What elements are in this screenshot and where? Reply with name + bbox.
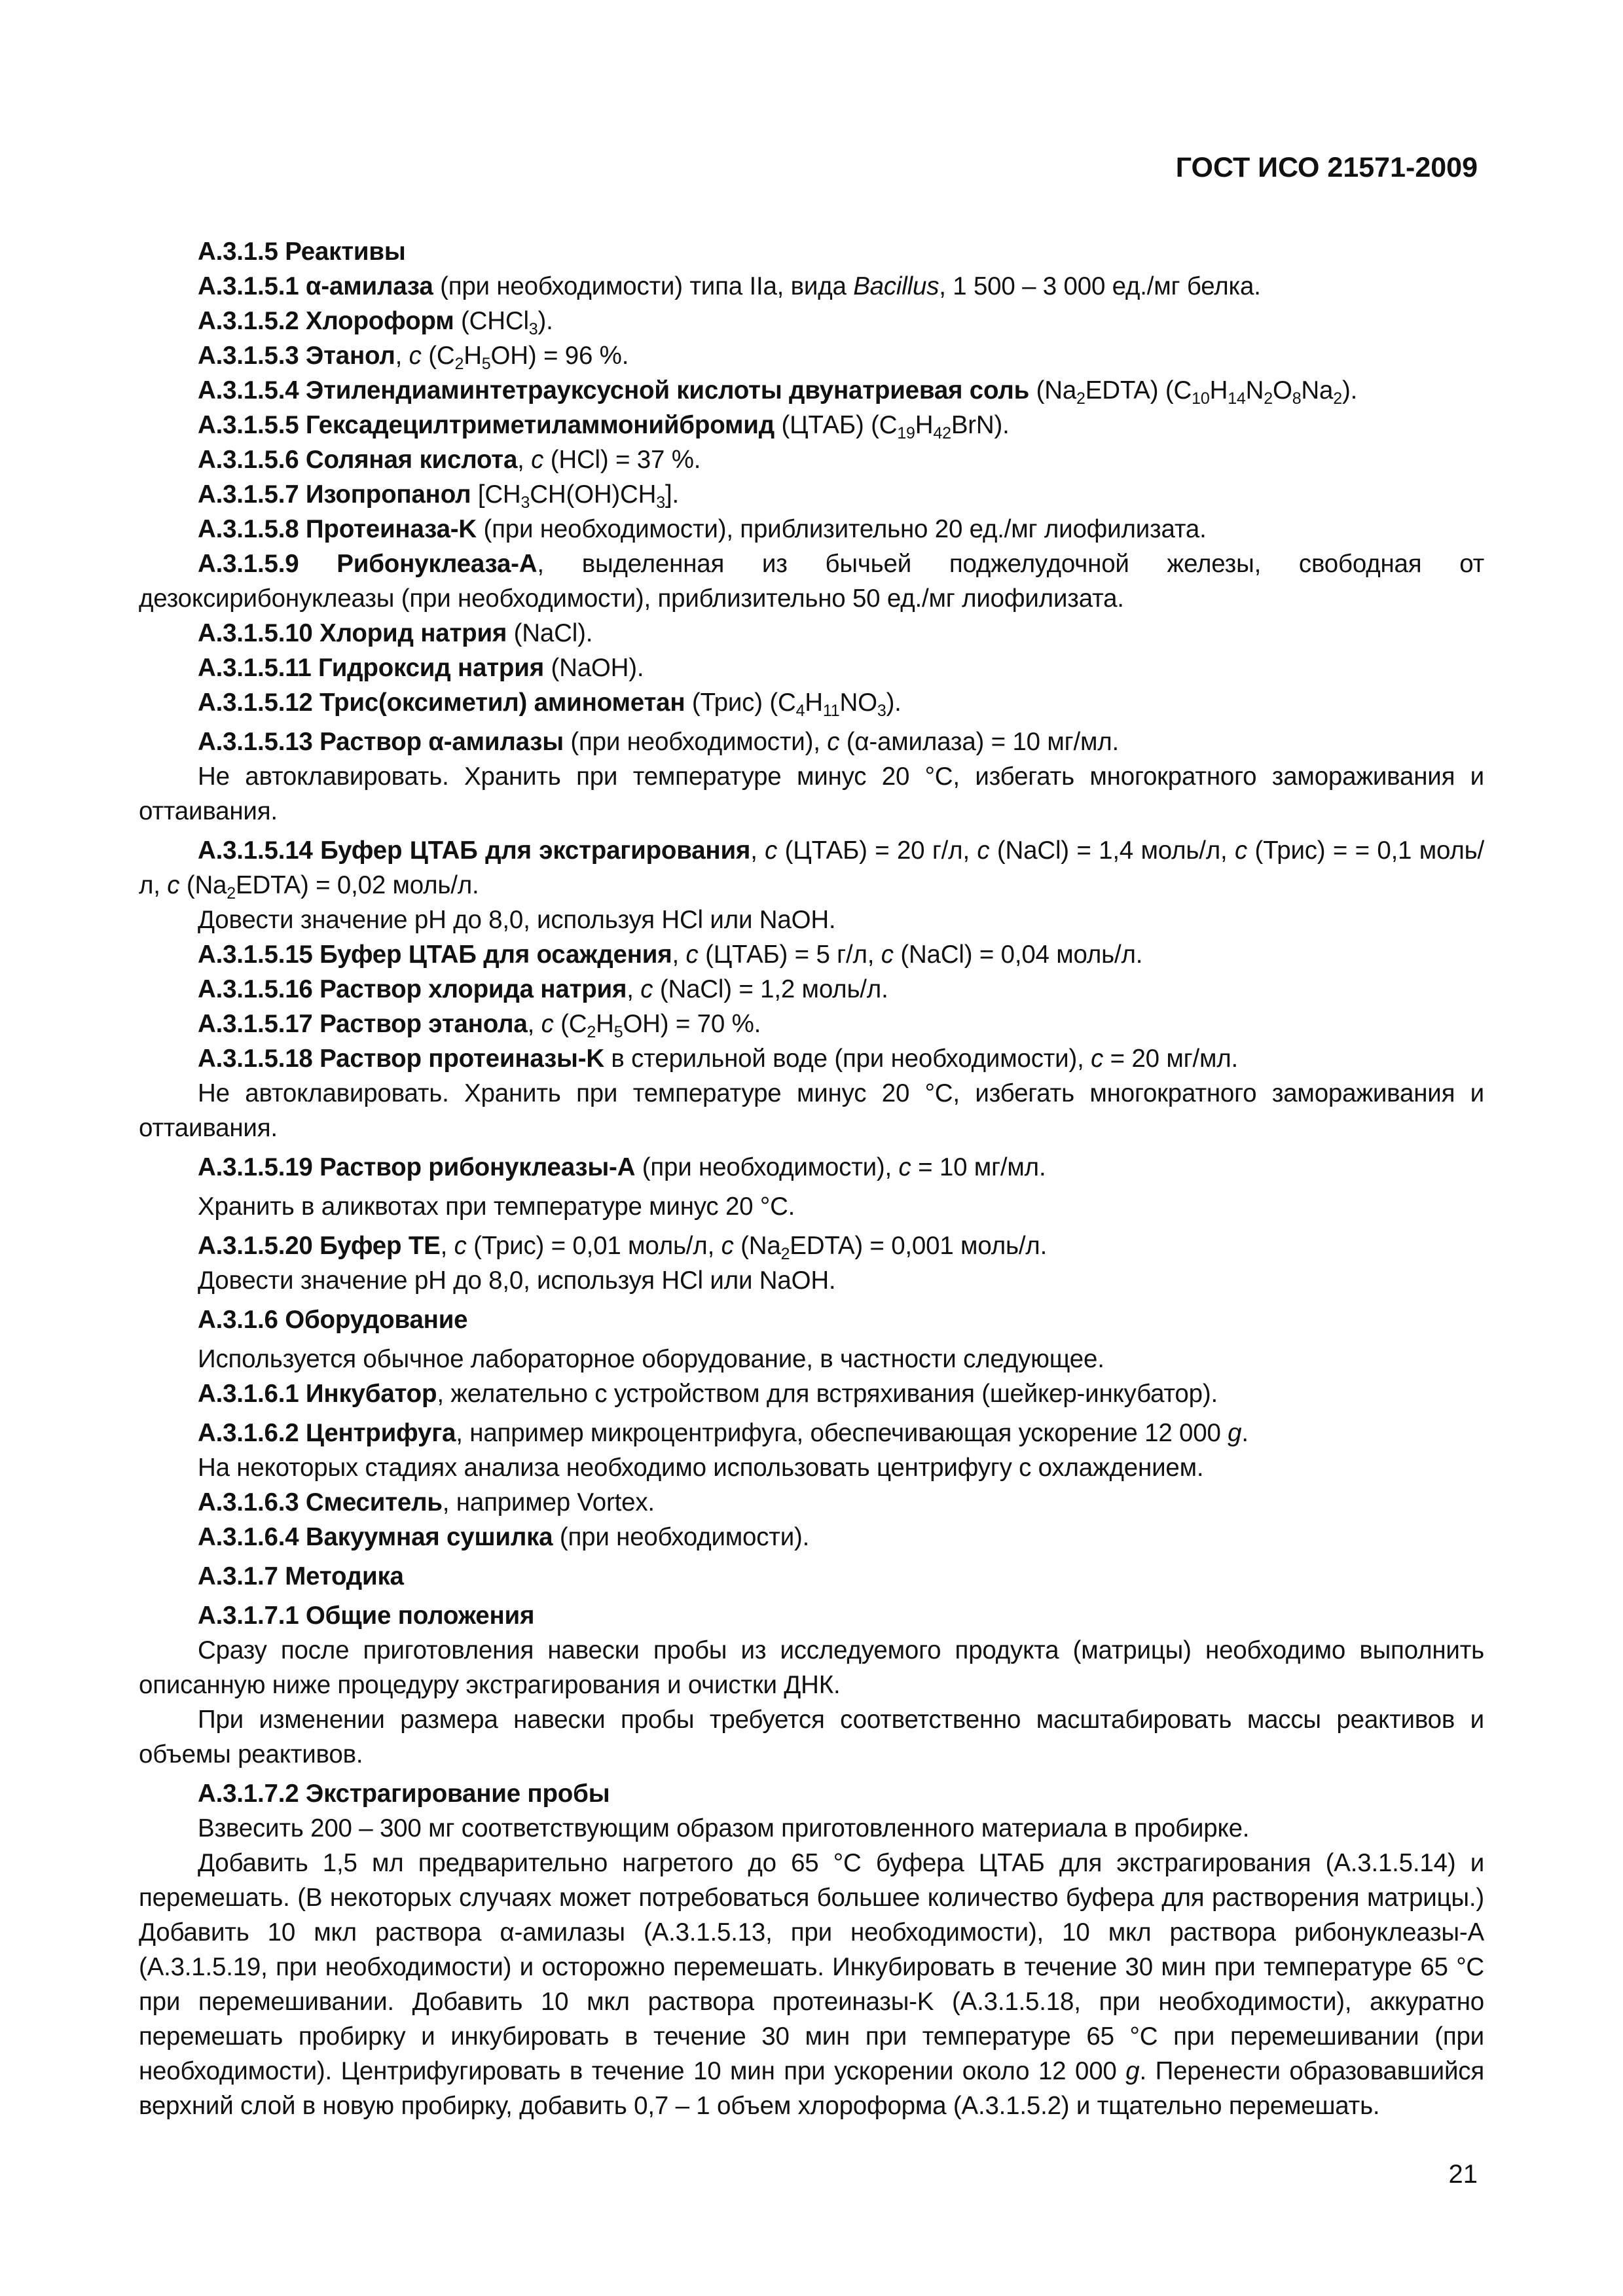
equipment-item: А.3.1.6.3 Смеситель, например Vortex. <box>198 1488 655 1516</box>
reagent-item: А.3.1.5.20 Буфер ТЕ, c (Трис) = 0,01 моль/л, c $(Na_2EDTA) = 0,001$ моль/л. <box>198 1232 1048 1263</box>
equipment-item: А.3.1.6.4 Вакуумная сушилка (при необходимости). <box>198 1523 810 1551</box>
document-body <box>139 234 1484 2123</box>
section-heading: А.3.1.7.1 Общие положения <box>198 1602 535 1630</box>
body-text: Довести значение pH до 8,0, используя HCl или NaOH. <box>198 1266 836 1295</box>
body-text: Хранить в аликвотах при температуре минус 20 °С. <box>198 1193 795 1221</box>
reagent-item: А.3.1.5.6 Соляная кислота, c (HCl) = 37 %. <box>198 446 701 474</box>
body-text: При изменении размера навески пробы требуется соответственно масштабировать массы реактивов и объемы реактивов. <box>139 1706 1484 1768</box>
reagent-item: А.3.1.5.17 Раствор этанола, c $(C_2H_5OH) = 70$ %. <box>198 1010 761 1041</box>
reagent-item: А.3.1.5.13 Раствор α-амилазы (при необходимости), c (α-амилаза) = 10 мг/мл. <box>198 728 1119 756</box>
section-heading: А.3.1.7.2 Экстрагирование пробы <box>198 1780 610 1808</box>
body-text: Используется обычное лабораторное оборудование, в частности следующее. <box>198 1345 1104 1373</box>
body-text: На некоторых стадиях анализа необходимо использовать центрифугу с охлаждением. <box>198 1454 1204 1482</box>
equipment-item: А.3.1.6.2 Центрифуга, например микроцентрифуга, обеспечивающая ускорение 12 000 g. <box>198 1419 1249 1447</box>
body-text: Не автоклавировать. Хранить при температуре минус 20 °С, избегать многократного замораживания и оттаивания. <box>139 1079 1484 1142</box>
equipment-item: А.3.1.6.1 Инкубатор, желательно с устройством для встряхивания (шейкер-инкубатор). <box>198 1380 1218 1408</box>
page-number: 21 <box>1448 2160 1478 2189</box>
reagent-item: А.3.1.5.8 Протеиназа-K (при необходимости), приблизительно 20 ед./мг лиофилизата. <box>198 515 1207 543</box>
reagent-item: А.3.1.5.5 Гексадецилтриметиламмонийбромид (ЦТАБ) $(C_{19}H_{42}BrN)$. <box>198 411 1010 442</box>
reagent-item: А.3.1.5.14 Буфер ЦТАБ для экстрагирования, c (ЦТАБ) = 20 г/л, c (NaCl) = 1,4 моль/л, c (Трис) = = 0,1 моль/л, c $(Na_2EDTA) = 0,02$ моль/л. <box>139 836 1484 903</box>
reagent-item: А.3.1.5.18 Раствор протеиназы-K в стерильной воде (при необходимости), c = 20 мг/мл. <box>198 1045 1239 1073</box>
body-text: Не автоклавировать. Хранить при температуре минус 20 °С, избегать многократного замораживания и оттаивания. <box>139 762 1484 825</box>
body-text: Добавить 1,5 мл предварительно нагретого до 65 °С буфера ЦТАБ для экстрагирования (А.3.1.5.14) и перемешать. (В некоторых случаях может потребоваться большее количество буфера для растворения матрицы.) Добавить 10 мкл раствора α-амилазы (А.3.1.5.13, при необходимости), 10 мкл раствора рибонуклеазы-А (А.3.1.5.19, при необходимости) и осторожно перемешать. Инкубировать в течение 30 мин при температуре 65 °С при перемешивании. Добавить 10 мкл раствора протеиназы-K (А.3.1.5.18, при необходимости), аккуратно перемешать пробирку и инкубировать в течение 30 мин при температуре 65 °С при перемешивании (при необходимости). Центрифугировать в течение 10 мин при ускорении около 12 000 g. Перенести образовавшийся верхний слой в новую пробирку, добавить 0,7 – 1 объем хлороформа (А.3.1.5.2) и тщательно перемешать. <box>139 1849 1484 2120</box>
body-text: Взвесить 200 – 300 мг соответствующим образом приготовленного материала в пробирке. <box>198 1814 1250 1842</box>
reagent-item: А.3.1.5.7 Изопропанол $[CH_3CH(OH)CH_3]$. <box>198 480 679 512</box>
section-heading: А.3.1.6 Оборудование <box>198 1306 468 1334</box>
reagent-item: А.3.1.5.1 α-амилаза (при необходимости) типа IIa, вида Bacillus, 1 500 – 3 000 ед./мг белка. <box>198 272 1261 300</box>
reagent-item: А.3.1.5.10 Хлорид натрия (NaCl). <box>198 619 593 647</box>
reagent-item: А.3.1.5.3 Этанол, c $(C_2H_5OH) = 96$ %. <box>198 342 629 373</box>
section-heading: А.3.1.5 Реактивы <box>198 238 406 266</box>
reagent-item: А.3.1.5.2 Хлороформ (CHCl$_3$). <box>198 307 553 338</box>
reagent-item: А.3.1.5.19 Раствор рибонуклеазы-А (при необходимости), c = 10 мг/мл. <box>198 1153 1046 1181</box>
reagent-item: А.3.1.5.15 Буфер ЦТАБ для осаждения, c (ЦТАБ) = 5 г/л, c (NaCl) = 0,04 моль/л. <box>198 941 1143 969</box>
reagent-item: А.3.1.5.9 Рибонуклеаза-А, выделенная из бычьей поджелудочной железы, свободная от дезоксирибонуклеазы (при необходимости), приблизительно 50 ед./мг лиофилизата. <box>139 550 1485 613</box>
section-heading: А.3.1.7 Методика <box>198 1562 404 1590</box>
reagent-item: А.3.1.5.12 Трис(оксиметил) аминометан (Трис) $(C_4H_{11}NO_3)$. <box>198 689 902 720</box>
reagent-item: А.3.1.5.11 Гидроксид натрия (NaOH). <box>198 654 644 682</box>
document-header: ГОСТ ИСО 21571-2009 <box>1175 152 1478 183</box>
reagent-item: А.3.1.5.16 Раствор хлорида натрия, c (NaCl) = 1,2 моль/л. <box>198 975 888 1003</box>
reagent-item: А.3.1.5.4 Этилендиаминтетрауксусной кислоты двунатриевая соль $(Na_2EDTA)$ $(C_{10}H_{14}N_2O_8Na_2)$. <box>198 376 1358 408</box>
body-text: Довести значение pH до 8,0, используя HCl или NaOH. <box>198 906 836 934</box>
body-text: Сразу после приготовления навески пробы из исследуемого продукта (матрицы) необходимо выполнить описанную ниже процедуру экстрагирования и очистки ДНК. <box>139 1636 1484 1699</box>
